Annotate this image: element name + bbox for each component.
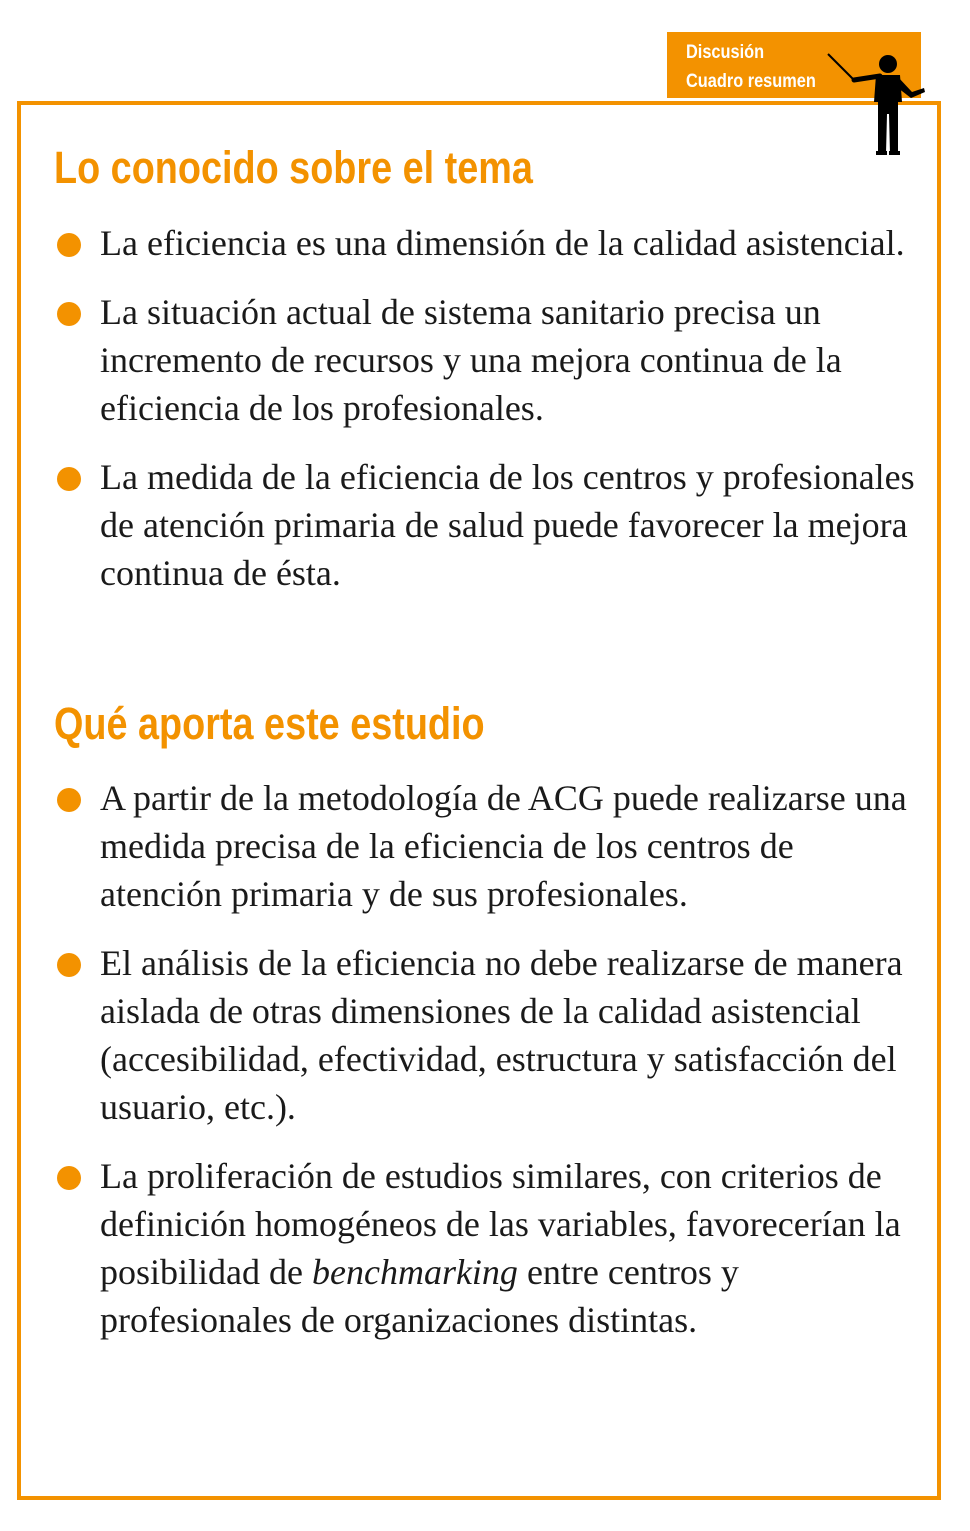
bullet-icon (57, 302, 81, 326)
list-item (0, 453, 920, 597)
list-item-text: A partir de la metodología de ACG puede realizarse una medida precisa de la eficiencia de los centros de atención primaria y de sus profesionales. (100, 778, 907, 914)
bullet-icon (57, 953, 81, 977)
list-item (0, 1152, 920, 1344)
list-item-text: La eficiencia es una dimensión de la calidad asistencial. (100, 223, 905, 263)
section-title-known: Lo conocido sobre el tema (54, 142, 533, 193)
tab-line-summary: Cuadro resumen (686, 71, 816, 92)
known-list (0, 219, 920, 618)
list-item-text: La situación actual de sistema sanitario precisa un incremento de recursos y una mejora continua de la eficiencia de los profesionales. (100, 292, 842, 428)
bullet-icon (57, 788, 81, 812)
list-item (0, 219, 920, 267)
list-item (0, 288, 920, 432)
section-title-contribution: Qué aporta este estudio (54, 698, 485, 749)
teacher-pointer-icon (826, 44, 936, 160)
list-item-italic-term: benchmarking (311, 1252, 518, 1292)
bullet-icon (57, 233, 81, 257)
contribution-list (0, 774, 920, 1365)
list-item (0, 774, 920, 918)
tab-line-discussion: Discusión (686, 42, 765, 63)
bullet-icon (57, 1166, 81, 1190)
list-item-text: El análisis de la eficiencia no debe realizarse de manera aislada de otras dimensiones de la calidad asistencial (accesibilidad, efectividad, estructura y satisfacción del usuario, etc.). (100, 943, 903, 1127)
list-item-text-before: La proliferación de estudios similares, con criterios de definición homogéneos de las variables, favorecerían la posibilidad de (100, 1156, 901, 1292)
list-item-text: La medida de la eficiencia de los centros y profesionales de atención primaria de salud puede favorecer la mejora continua de ésta. (100, 457, 915, 593)
list-item (0, 939, 920, 1131)
bullet-icon (57, 467, 81, 491)
list-item-text-after: entre centros y profesionales de organizaciones distintas. (100, 1252, 739, 1340)
